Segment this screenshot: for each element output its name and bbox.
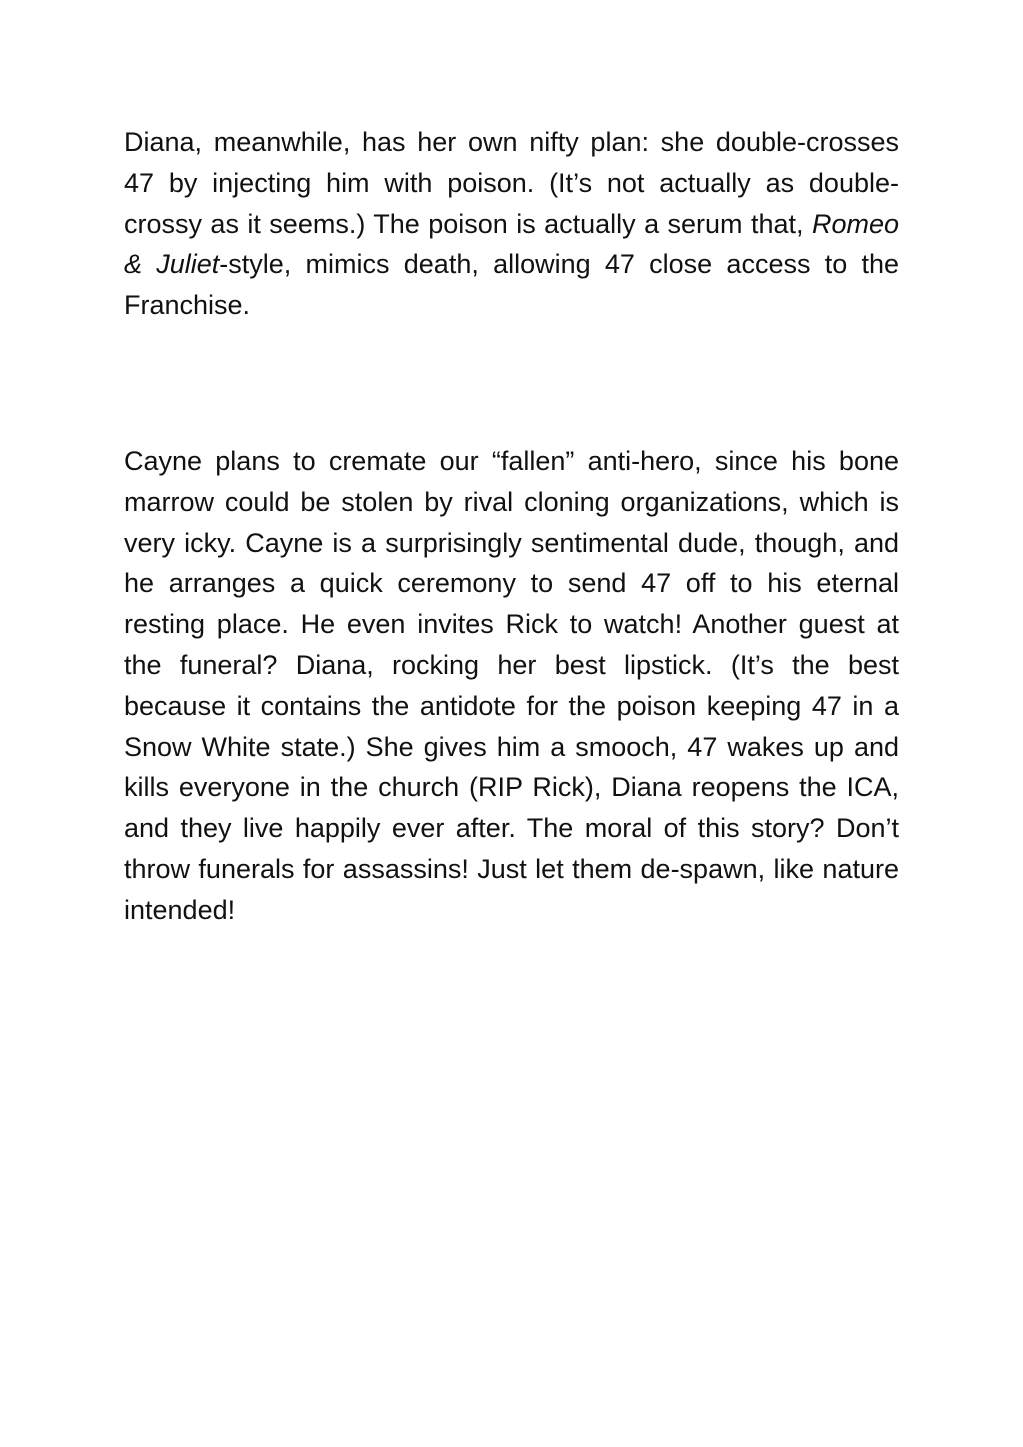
italic-title-romeo-juliet: Romeo & Juliet: [124, 208, 899, 280]
paragraph-1-text-start: Diana, meanwhile, has her own nifty plan: she double-crosses 47 by injecting him with poison. (It’s not actually as double-crossy as it seems.) The poison is actually a serum that,: [124, 127, 899, 239]
paragraph-diana-plan: [124, 122, 899, 326]
paragraph-cayne-funeral: Cayne plans to cremate our “fallen” anti-hero, since his bone marrow could be stolen by rival cloning organizations, which is very icky. Cayne is a surprisingly sentimental dude, though, and he arranges a quick ceremony to send 47 off to his eternal resting place. He even invites Rick to watch! Another guest at the funeral? Diana, rocking her best lipstick. (It’s the best because it contains the antidote for the poison keeping 47 in a Snow White state.) She gives him a smooch, 47 wakes up and kills everyone in the church (RIP Rick), Diana reopens the ICA, and they live happily ever after. The moral of this story? Don’t throw funerals for assassins! Just let them de-spawn, like nature intended!: [124, 446, 899, 925]
paragraph-1-text-end: -style, mimics death, allowing 47 close access to the Franchise.: [124, 249, 899, 321]
